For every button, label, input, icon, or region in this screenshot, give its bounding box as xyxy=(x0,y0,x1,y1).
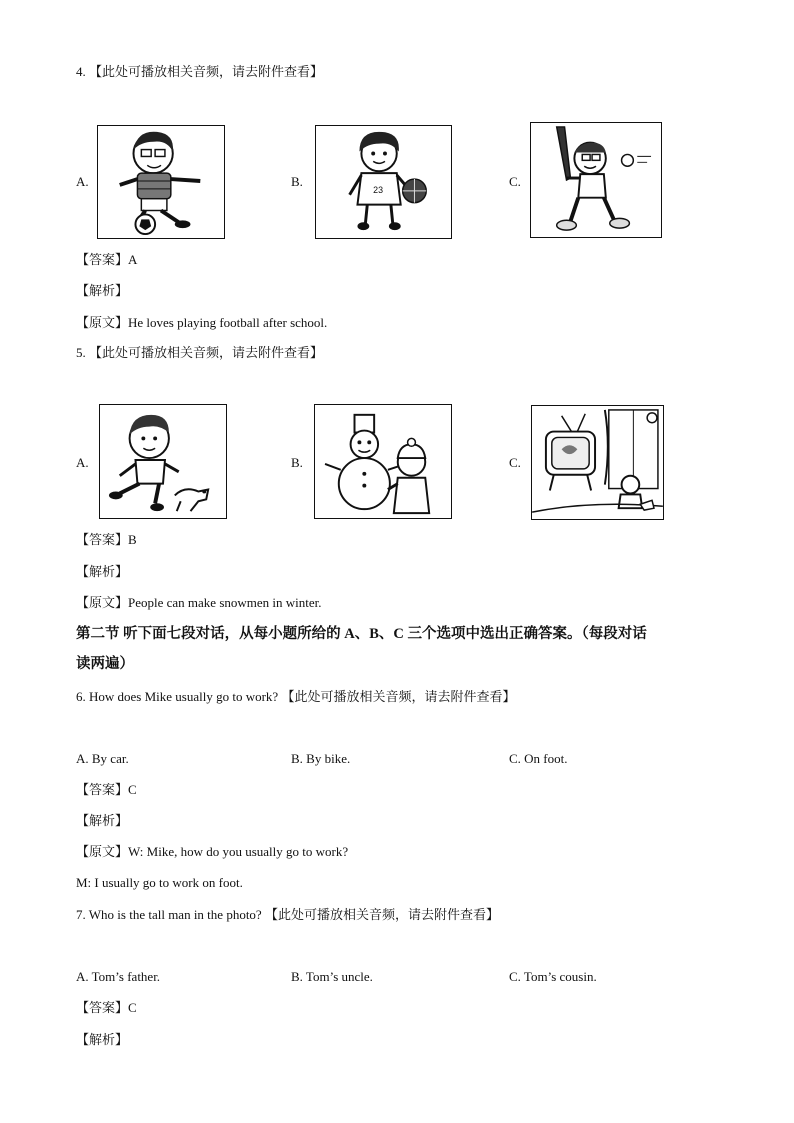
answer-tag: 【答案】 xyxy=(76,252,129,267)
q5-option-b-letter: B. xyxy=(291,455,303,470)
question-6-stem: 6. How does Mike usually go to work? 【此处可播放相关音频，请去附件查看】 xyxy=(76,689,516,704)
q6-option-b: B. By bike. xyxy=(291,751,351,766)
boy-with-basketball-icon xyxy=(315,125,452,239)
q4-analysis: 【解析】 xyxy=(76,283,129,298)
boy-playing-baseball-icon xyxy=(530,122,662,238)
q6-transcript-line2: M: I usually go to work on foot. xyxy=(76,875,243,890)
q7-analysis: 【解析】 xyxy=(76,1032,129,1047)
q6-option-a: A. By car. xyxy=(76,751,129,766)
q4-option-a-letter: A. xyxy=(76,174,89,189)
q5-option-c-letter: C. xyxy=(509,455,521,470)
q7-answer xyxy=(76,999,137,1017)
section-2-heading-line1: 第二节 听下面七段对话，从每小题所给的 A、B、C 三个选项中选出正确答案。（每段对话 xyxy=(76,626,647,642)
answer-tag: 【答案】 xyxy=(76,782,129,797)
svg-text:23: 23 xyxy=(373,184,384,195)
answer-value: B xyxy=(128,532,137,547)
q7-option-c: C. Tom’s cousin. xyxy=(509,969,597,984)
q6-transcript-line1: 【原文】W: Mike, how do you usually go to work? xyxy=(76,844,349,859)
q7-option-b: B. Tom’s uncle. xyxy=(291,969,373,984)
q4-transcript: 【原文】He loves playing football after school. xyxy=(76,315,328,330)
q4-answer xyxy=(76,251,137,269)
q4-option-b-letter: B. xyxy=(291,174,303,189)
section-2-heading-line2: 读两遍） xyxy=(76,656,134,672)
q5-option-a-letter: A. xyxy=(76,455,89,470)
q5-answer xyxy=(76,531,137,549)
q5-transcript: 【原文】People can make snowmen in winter. xyxy=(76,595,322,610)
answer-tag: 【答案】 xyxy=(76,532,129,547)
q6-analysis: 【解析】 xyxy=(76,813,129,828)
question-4-stem: 4. 【此处可播放相关音频，请去附件查看】 xyxy=(76,64,324,79)
boy-kicking-football-icon xyxy=(97,125,225,239)
answer-value: A xyxy=(128,252,138,267)
question-5-stem: 5. 【此处可播放相关音频，请去附件查看】 xyxy=(76,345,324,360)
q4-option-c-letter: C. xyxy=(509,174,521,189)
answer-tag: 【答案】 xyxy=(76,1000,129,1015)
snowman-with-child-icon xyxy=(314,404,452,519)
child-watching-tv-icon xyxy=(531,405,664,520)
q6-option-c: C. On foot. xyxy=(509,751,568,766)
q5-analysis: 【解析】 xyxy=(76,564,129,579)
question-7-stem: 7. Who is the tall man in the photo? 【此处可播放相关音频，请去附件查看】 xyxy=(76,907,499,922)
q6-answer xyxy=(76,781,137,799)
q7-option-a: A. Tom’s father. xyxy=(76,969,161,984)
answer-value: C xyxy=(128,782,137,797)
boy-running-with-dog-icon xyxy=(99,404,227,519)
answer-value: C xyxy=(128,1000,137,1015)
